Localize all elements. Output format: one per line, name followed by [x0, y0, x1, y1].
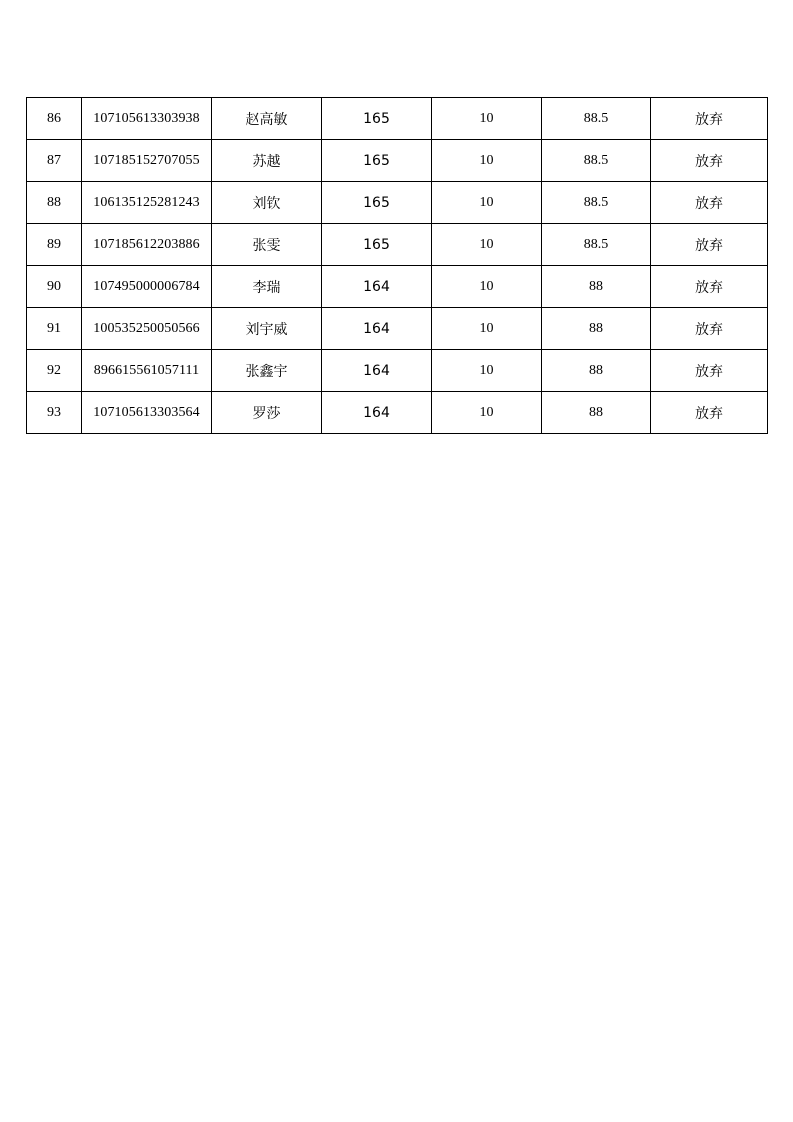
table-body	[27, 98, 768, 434]
exam-number-cell: 896615561057111	[82, 350, 212, 392]
status-cell: 放弃	[651, 266, 768, 308]
bonus-cell: 10	[432, 140, 542, 182]
results-table	[26, 97, 768, 434]
status-cell: 放弃	[651, 350, 768, 392]
status-cell: 放弃	[651, 98, 768, 140]
exam-number-cell: 107105613303938	[82, 98, 212, 140]
table-row	[27, 224, 768, 266]
percent-cell: 88	[542, 266, 651, 308]
score-cell: 165	[322, 182, 432, 224]
score-cell: 164	[322, 308, 432, 350]
bonus-cell: 10	[432, 98, 542, 140]
table-row	[27, 98, 768, 140]
name-cell: 赵高敏	[212, 98, 322, 140]
exam-number-cell: 107495000006784	[82, 266, 212, 308]
percent-cell: 88	[542, 392, 651, 434]
bonus-cell: 10	[432, 182, 542, 224]
name-cell: 苏越	[212, 140, 322, 182]
percent-cell: 88.5	[542, 182, 651, 224]
name-cell: 张雯	[212, 224, 322, 266]
percent-cell: 88.5	[542, 224, 651, 266]
status-cell: 放弃	[651, 140, 768, 182]
score-cell: 164	[322, 266, 432, 308]
score-cell: 164	[322, 350, 432, 392]
percent-cell: 88	[542, 350, 651, 392]
score-cell: 164	[322, 392, 432, 434]
bonus-cell: 10	[432, 224, 542, 266]
score-cell: 165	[322, 224, 432, 266]
exam-number-cell: 106135125281243	[82, 182, 212, 224]
name-cell: 李瑞	[212, 266, 322, 308]
status-cell: 放弃	[651, 182, 768, 224]
bonus-cell: 10	[432, 266, 542, 308]
table-row	[27, 140, 768, 182]
table-row	[27, 182, 768, 224]
percent-cell: 88.5	[542, 98, 651, 140]
table-row	[27, 266, 768, 308]
seq-cell: 91	[27, 308, 82, 350]
exam-number-cell: 100535250050566	[82, 308, 212, 350]
seq-cell: 87	[27, 140, 82, 182]
score-cell: 165	[322, 140, 432, 182]
exam-number-cell: 107105613303564	[82, 392, 212, 434]
seq-cell: 90	[27, 266, 82, 308]
exam-number-cell: 107185612203886	[82, 224, 212, 266]
seq-cell: 92	[27, 350, 82, 392]
seq-cell: 86	[27, 98, 82, 140]
exam-number-cell: 107185152707055	[82, 140, 212, 182]
name-cell: 罗莎	[212, 392, 322, 434]
name-cell: 张鑫宇	[212, 350, 322, 392]
name-cell: 刘宇威	[212, 308, 322, 350]
percent-cell: 88	[542, 308, 651, 350]
table-row	[27, 350, 768, 392]
table-row	[27, 392, 768, 434]
name-cell: 刘钦	[212, 182, 322, 224]
table-row	[27, 308, 768, 350]
seq-cell: 93	[27, 392, 82, 434]
score-cell: 165	[322, 98, 432, 140]
status-cell: 放弃	[651, 392, 768, 434]
bonus-cell: 10	[432, 392, 542, 434]
status-cell: 放弃	[651, 224, 768, 266]
seq-cell: 89	[27, 224, 82, 266]
bonus-cell: 10	[432, 308, 542, 350]
percent-cell: 88.5	[542, 140, 651, 182]
status-cell: 放弃	[651, 308, 768, 350]
bonus-cell: 10	[432, 350, 542, 392]
seq-cell: 88	[27, 182, 82, 224]
